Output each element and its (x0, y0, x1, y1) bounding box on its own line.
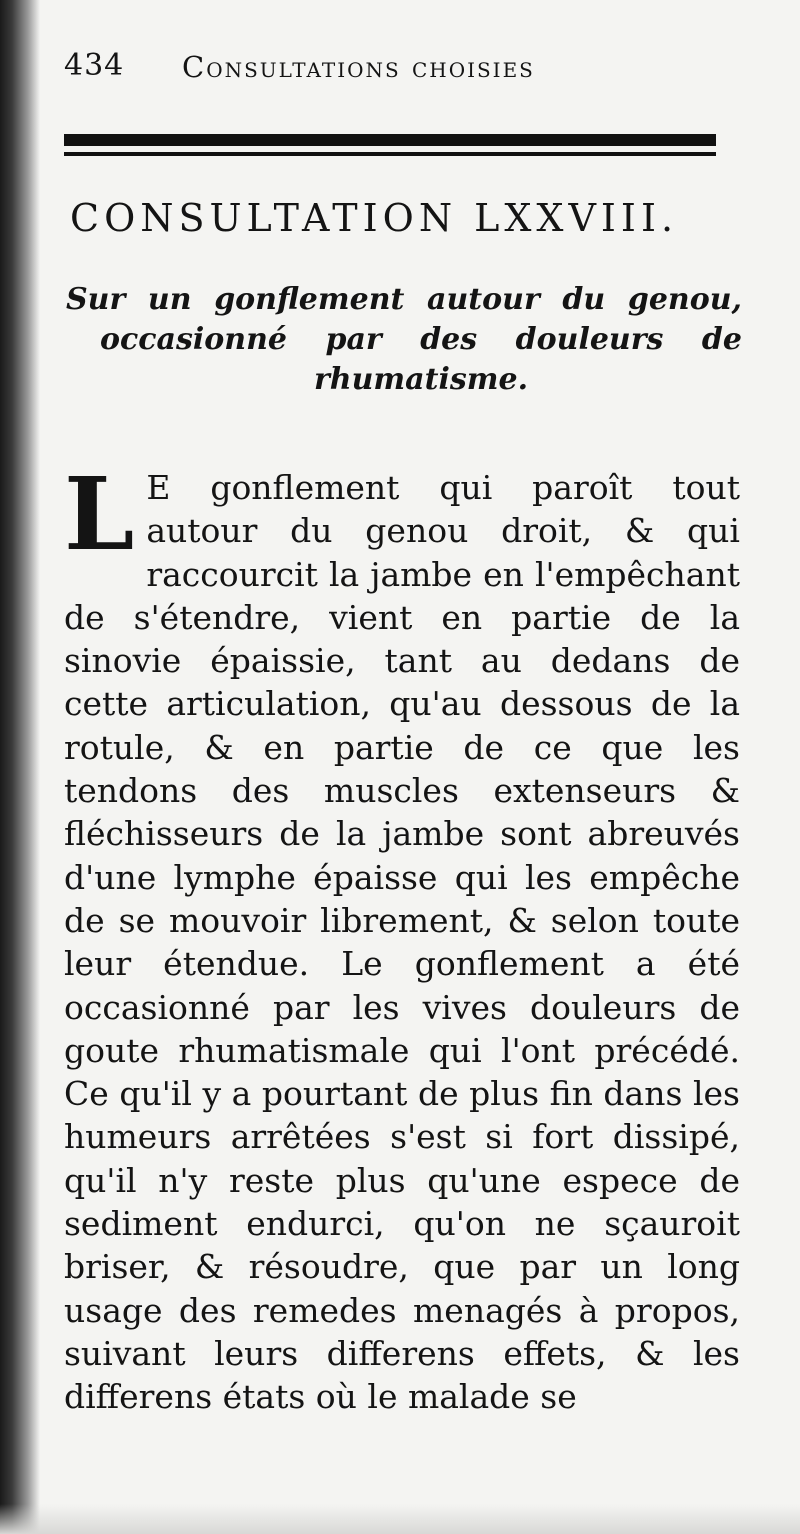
first-letter-small-caps: E (146, 468, 171, 507)
header-rule-thin (64, 152, 716, 156)
header-rule-thick (64, 134, 716, 146)
running-head (64, 48, 744, 92)
scan-bottom-shadow (0, 1504, 800, 1534)
page-number: 434 (64, 48, 125, 83)
body-paragraph (64, 455, 740, 1419)
chapter-subtitle (66, 280, 742, 400)
running-title: Consultations choisies (182, 50, 535, 84)
subtitle-text: Sur un gonflement autour du genou, occasionné par des douleurs de rhumatisme. (66, 282, 742, 397)
paragraph-text: gonflement qui paroît tout autour du genou droit, & qui raccourcit la jambe en l'empêchant de s'étendre, vient en partie de la sinovie épaissie, tant au dedans de cette articulation, qu'au dessous de la rotule, & en partie de ce que les tendons des muscles extenseurs & fléchisseurs de la jambe sont abreuvés d'une lymphe épaisse qui les empêche de se mouvoir librement, & selon toute leur étendue. Le gonflement a été occasionné par les vives douleurs de goute rhumatismale qui l'ont précédé. Ce qu'il y a pourtant de plus fin dans les humeurs arrêtées s'est si fort dissipé, qu'il n'y reste plus qu'une espece de sediment endurci, qu'on ne sçauroit briser, & résoudre, que par un long usage des remedes menagés à propos, suivant leurs differens effets, & les differens états où le malade se (64, 468, 740, 1417)
drop-cap: L (64, 455, 135, 573)
chapter-heading: CONSULTATION LXXVIII. (70, 196, 679, 240)
scan-edge-shadow (0, 0, 40, 1534)
